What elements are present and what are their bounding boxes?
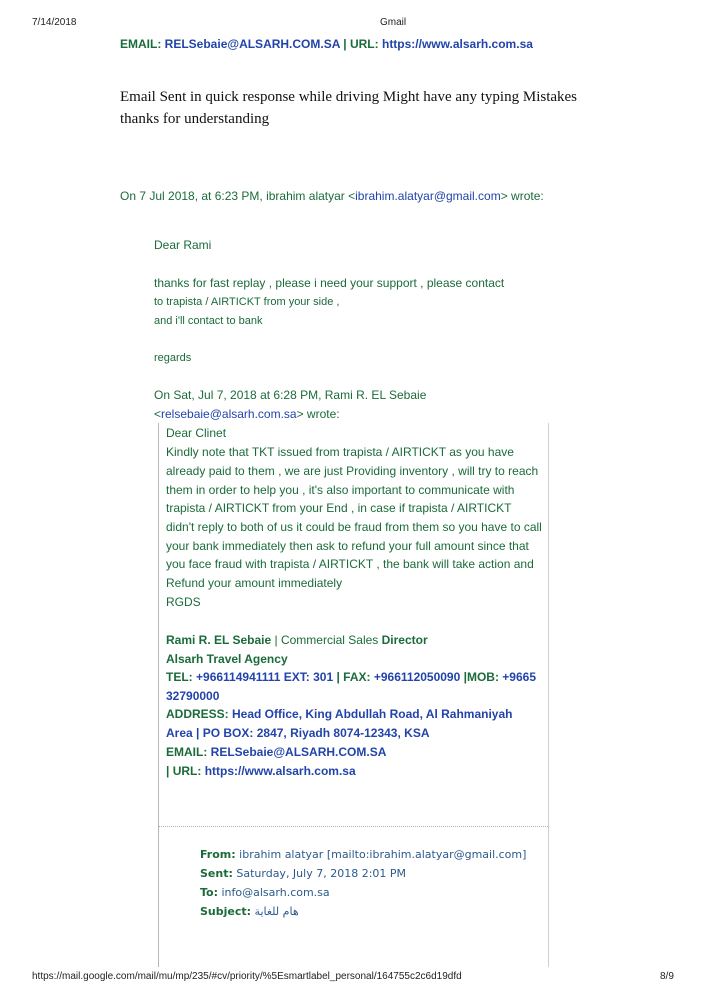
sig-email-label: EMAIL: xyxy=(166,745,208,759)
top-email-link[interactable]: RELSebaie@ALSARH.COM.SA xyxy=(164,37,340,51)
orig-from-label: From: xyxy=(200,848,236,861)
rami-header-line2 xyxy=(154,407,340,421)
orig-subject-line xyxy=(200,905,299,918)
sig-name: Rami R. EL Sebaie xyxy=(166,633,272,647)
orig-to-value[interactable]: info@alsarh.com.sa xyxy=(218,886,330,899)
rami-msg-line: didn't reply to both of us it could be fraud from them so you have to call xyxy=(166,520,542,534)
quote-right-border xyxy=(548,423,549,967)
reply-header-suffix: > wrote: xyxy=(500,189,544,203)
sig-url-label: | URL: xyxy=(166,764,202,778)
sig-email-line xyxy=(166,745,386,759)
rami-header-line1: On Sat, Jul 7, 2018 at 6:28 PM, Rami R. EL Sebaie xyxy=(154,388,427,402)
sig-tel-label: TEL: xyxy=(166,670,193,684)
rami-msg-line: RGDS xyxy=(166,595,201,609)
orig-from-line xyxy=(200,848,526,861)
driving-note-line1: Email Sent in quick response while driving Might have any typing Mistakes xyxy=(120,89,578,105)
sig-addr-label: ADDRESS: xyxy=(166,707,229,721)
orig-from-value: ibrahim alatyar [mailto:ibrahim.alatyar@gmail.com] xyxy=(235,848,527,861)
sig-name-line xyxy=(166,633,428,647)
reply-header-prefix: On 7 Jul 2018, at 6:23 PM, ibrahim alatyar < xyxy=(120,189,356,203)
top-signature-line xyxy=(120,37,533,51)
sig-phone-line xyxy=(166,670,536,684)
reply-header-email-link[interactable]: ibrahim.alatyar@gmail.com xyxy=(355,189,501,203)
ibrahim-line1: thanks for fast replay , please i need your support , please contact xyxy=(154,276,505,290)
ibrahim-line3: and i'll contact to bank xyxy=(154,315,263,327)
orig-to-label: To: xyxy=(200,886,218,899)
orig-subject-value: هام للغاية xyxy=(251,905,299,918)
rami-header-suffix: > wrote: xyxy=(296,407,340,421)
orig-sent-label: Sent: xyxy=(200,867,233,880)
rami-msg-line: Dear Clinet xyxy=(166,426,227,440)
print-footer-url: https://mail.google.com/mail/mu/mp/235/#cv/priority/%5Esmartlabel_personal/164755c2c6d19dfd xyxy=(32,971,462,982)
orig-sent-line xyxy=(200,867,406,880)
orig-to-line xyxy=(200,886,330,899)
sig-address-line2: Area | PO BOX: 2847, Riyadh 8074-12343, KSA xyxy=(166,726,430,740)
sig-fax-value: +966112050090 xyxy=(370,670,461,684)
rami-header-lt: < xyxy=(154,407,162,421)
print-footer-page: 8/9 xyxy=(660,971,674,982)
sig-url-line xyxy=(166,764,356,778)
rami-msg-line: Kindly note that TKT issued from trapista / AIRTICKT as you have xyxy=(166,445,514,459)
original-message-separator xyxy=(158,826,548,827)
sig-address-line1 xyxy=(166,707,512,721)
sig-addr-value1: Head Office, King Abdullah Road, Al Rahmaniyah xyxy=(228,707,513,721)
sig-title: | Commercial Sales xyxy=(271,633,382,647)
sig-title-end: Director xyxy=(381,633,428,647)
rami-msg-line: you face fraud with trapista / AIRTICKT , the bank will take action and xyxy=(166,557,534,571)
orig-sent-value: Saturday, July 7, 2018 2:01 PM xyxy=(232,867,407,880)
print-date: 7/14/2018 xyxy=(32,17,77,28)
rami-msg-line: trapista / AIRTICKT from your End , in case if trapista / AIRTICKT xyxy=(166,501,512,515)
rami-msg-line: already paid to them , we are just Providing inventory , will try to reach xyxy=(166,464,539,478)
rami-msg-line: your bank immediately then ask to refund your full amount since that xyxy=(166,539,529,553)
ibrahim-greeting: Dear Rami xyxy=(154,238,212,252)
quote-left-border xyxy=(158,423,159,967)
sig-mob-value: +9665 xyxy=(498,670,537,684)
top-email-label: EMAIL: xyxy=(120,37,162,51)
sig-email-link[interactable]: RELSebaie@ALSARH.COM.SA xyxy=(207,745,387,759)
sig-mob-value2: 32790000 xyxy=(166,689,220,703)
sig-url-link[interactable]: https://www.alsarh.com.sa xyxy=(201,764,356,778)
print-title: Gmail xyxy=(380,17,407,28)
reply-header xyxy=(120,189,544,203)
ibrahim-regards: regards xyxy=(154,352,192,364)
top-url-label: | URL: xyxy=(339,37,379,51)
sig-fax-label: | FAX: xyxy=(333,670,371,684)
orig-subject-label: Subject: xyxy=(200,905,252,918)
rami-header-email-link[interactable]: relsebaie@alsarh.com.sa xyxy=(161,407,297,421)
sig-mob-label: |MOB: xyxy=(460,670,499,684)
rami-msg-line: Refund your amount immediately xyxy=(166,576,343,590)
top-url-link[interactable]: https://www.alsarh.com.sa xyxy=(381,37,533,51)
sig-tel-value: +966114941111 EXT: 301 xyxy=(192,670,334,684)
driving-note-line2: thanks for understanding xyxy=(120,111,270,127)
sig-company: Alsarh Travel Agency xyxy=(166,652,288,666)
rami-msg-line: them in order to help you , it's also important to communicate with xyxy=(166,483,515,497)
ibrahim-line2: to trapista / AIRTICKT from your side , xyxy=(154,296,340,308)
